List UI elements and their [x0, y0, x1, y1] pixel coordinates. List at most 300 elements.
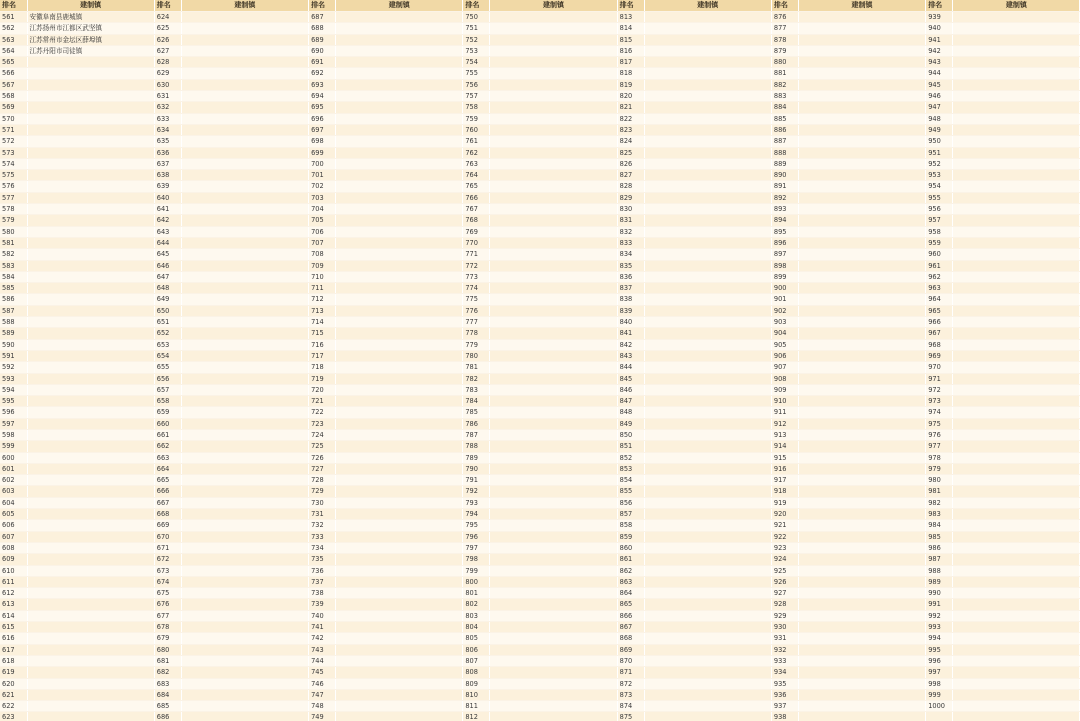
table-row — [0, 158, 1080, 169]
town-name-cell — [27, 689, 154, 700]
rank-cell: 580 — [0, 226, 27, 237]
rank-cell: 965 — [926, 305, 953, 316]
table-row — [0, 23, 1080, 34]
town-name-cell — [953, 712, 1080, 721]
rank-cell: 889 — [771, 158, 798, 169]
town-name-cell — [953, 373, 1080, 384]
town-name-cell — [27, 317, 154, 328]
header-row — [0, 0, 1080, 12]
rank-cell: 782 — [463, 373, 490, 384]
rank-cell: 724 — [309, 429, 336, 440]
table-row — [0, 124, 1080, 135]
rank-cell: 629 — [154, 68, 181, 79]
rank-cell: 681 — [154, 655, 181, 666]
town-name-cell — [953, 418, 1080, 429]
rank-cell: 645 — [154, 249, 181, 260]
town-name-cell — [27, 486, 154, 497]
rank-cell: 862 — [617, 565, 644, 576]
town-name-cell — [181, 655, 308, 666]
rank-cell: 573 — [0, 147, 27, 158]
town-name-cell — [644, 475, 771, 486]
town-name-cell — [181, 396, 308, 407]
rank-cell: 890 — [771, 170, 798, 181]
town-name-cell — [490, 678, 617, 689]
town-name-cell — [336, 644, 463, 655]
town-name-cell — [27, 136, 154, 147]
rank-cell: 623 — [0, 712, 27, 721]
rank-cell: 854 — [617, 475, 644, 486]
table-row — [0, 147, 1080, 158]
town-name-cell — [644, 181, 771, 192]
rank-cell: 752 — [463, 34, 490, 45]
town-name-cell — [798, 678, 925, 689]
rank-cell: 832 — [617, 226, 644, 237]
town-name-cell — [336, 610, 463, 621]
rank-cell: 568 — [0, 91, 27, 102]
town-name-cell — [490, 396, 617, 407]
rank-cell: 843 — [617, 350, 644, 361]
town-name-cell — [181, 599, 308, 610]
rank-cell: 714 — [309, 317, 336, 328]
town-name-cell — [490, 655, 617, 666]
rank-cell: 834 — [617, 249, 644, 260]
town-name-cell — [953, 226, 1080, 237]
rank-cell: 927 — [771, 588, 798, 599]
rank-cell: 750 — [463, 12, 490, 23]
town-name-cell — [336, 260, 463, 271]
town-name-cell — [181, 204, 308, 215]
rank-cell: 691 — [309, 57, 336, 68]
rank-cell: 900 — [771, 283, 798, 294]
rank-cell: 769 — [463, 226, 490, 237]
rank-cell: 566 — [0, 68, 27, 79]
town-name-cell — [181, 136, 308, 147]
rank-cell: 722 — [309, 407, 336, 418]
town-name-cell — [798, 294, 925, 305]
rank-cell: 936 — [771, 689, 798, 700]
town-name-cell — [490, 283, 617, 294]
rank-cell: 934 — [771, 667, 798, 678]
town-header: 建制镇 — [798, 0, 925, 12]
rank-cell: 632 — [154, 102, 181, 113]
town-name-cell — [181, 271, 308, 282]
town-name-cell — [798, 463, 925, 474]
rank-cell: 614 — [0, 610, 27, 621]
town-name-cell — [27, 260, 154, 271]
town-name-cell — [798, 554, 925, 565]
rank-cell: 962 — [926, 271, 953, 282]
town-name-cell — [181, 701, 308, 712]
rank-cell: 772 — [463, 260, 490, 271]
town-name-cell — [798, 260, 925, 271]
rank-cell: 589 — [0, 328, 27, 339]
rank-cell: 972 — [926, 384, 953, 395]
rank-cell: 735 — [309, 554, 336, 565]
town-name-cell — [490, 136, 617, 147]
town-name-cell — [490, 249, 617, 260]
rank-cell: 608 — [0, 542, 27, 553]
town-name-cell — [644, 350, 771, 361]
town-name-cell — [953, 23, 1080, 34]
rank-cell: 937 — [771, 701, 798, 712]
rank-cell: 740 — [309, 610, 336, 621]
table-row — [0, 339, 1080, 350]
town-name-cell — [27, 102, 154, 113]
town-name-cell — [490, 441, 617, 452]
rank-cell: 685 — [154, 701, 181, 712]
rank-cell: 611 — [0, 576, 27, 587]
town-name-cell — [27, 271, 154, 282]
rank-cell: 932 — [771, 644, 798, 655]
town-name-cell — [644, 689, 771, 700]
town-name-cell — [953, 644, 1080, 655]
town-name-cell — [490, 328, 617, 339]
town-name-cell — [27, 384, 154, 395]
rank-cell: 938 — [771, 712, 798, 721]
rank-cell: 617 — [0, 644, 27, 655]
town-name-cell — [953, 237, 1080, 248]
town-name-cell — [336, 237, 463, 248]
table-row — [0, 328, 1080, 339]
town-name-cell — [27, 113, 154, 124]
town-name-cell — [181, 339, 308, 350]
rank-cell: 801 — [463, 588, 490, 599]
rank-cell: 814 — [617, 23, 644, 34]
town-name-cell — [644, 283, 771, 294]
town-name-cell — [644, 68, 771, 79]
town-name-cell — [798, 712, 925, 721]
rank-cell: 860 — [617, 542, 644, 553]
rank-cell: 600 — [0, 452, 27, 463]
town-name-cell — [953, 260, 1080, 271]
town-name-cell — [798, 271, 925, 282]
rank-cell: 669 — [154, 520, 181, 531]
table-row — [0, 655, 1080, 666]
rank-cell: 660 — [154, 418, 181, 429]
rank-cell: 812 — [463, 712, 490, 721]
rank-cell: 958 — [926, 226, 953, 237]
rank-cell: 748 — [309, 701, 336, 712]
town-name-cell — [798, 689, 925, 700]
rank-cell: 818 — [617, 68, 644, 79]
rank-cell: 986 — [926, 542, 953, 553]
table-row — [0, 91, 1080, 102]
rank-cell: 1000 — [926, 701, 953, 712]
town-name-cell — [181, 429, 308, 440]
town-name-cell — [490, 554, 617, 565]
town-name-cell — [953, 102, 1080, 113]
town-name-cell — [490, 599, 617, 610]
table-row — [0, 170, 1080, 181]
town-name-cell — [798, 215, 925, 226]
rank-cell: 672 — [154, 554, 181, 565]
rank-cell: 710 — [309, 271, 336, 282]
town-name-cell — [336, 23, 463, 34]
rank-cell: 725 — [309, 441, 336, 452]
rank-cell: 631 — [154, 91, 181, 102]
rank-header: 排名 — [154, 0, 181, 12]
town-name-cell — [644, 384, 771, 395]
table-row — [0, 520, 1080, 531]
rank-cell: 622 — [0, 701, 27, 712]
rank-header: 排名 — [771, 0, 798, 12]
town-name-cell — [181, 215, 308, 226]
rank-cell: 670 — [154, 531, 181, 542]
table-row — [0, 102, 1080, 113]
town-name-cell — [798, 204, 925, 215]
town-name-cell — [27, 576, 154, 587]
rank-cell: 727 — [309, 463, 336, 474]
town-name-cell — [953, 147, 1080, 158]
rank-cell: 652 — [154, 328, 181, 339]
town-name-cell — [644, 226, 771, 237]
rank-cell: 993 — [926, 622, 953, 633]
rank-cell: 913 — [771, 429, 798, 440]
rank-cell: 684 — [154, 689, 181, 700]
table-row — [0, 396, 1080, 407]
rank-cell: 863 — [617, 576, 644, 587]
table-row — [0, 429, 1080, 440]
rank-cell: 761 — [463, 136, 490, 147]
town-name-cell — [27, 339, 154, 350]
rank-cell: 671 — [154, 542, 181, 553]
town-name-cell — [336, 373, 463, 384]
rank-cell: 642 — [154, 215, 181, 226]
rank-cell: 581 — [0, 237, 27, 248]
town-name-cell — [336, 509, 463, 520]
rank-cell: 983 — [926, 509, 953, 520]
town-name-cell — [181, 441, 308, 452]
rank-cell: 946 — [926, 91, 953, 102]
rank-cell: 880 — [771, 57, 798, 68]
town-name-cell — [798, 509, 925, 520]
town-name-cell — [27, 362, 154, 373]
rank-cell: 865 — [617, 599, 644, 610]
rank-cell: 695 — [309, 102, 336, 113]
rank-cell: 723 — [309, 418, 336, 429]
rank-cell: 641 — [154, 204, 181, 215]
town-name-cell — [953, 520, 1080, 531]
town-name-cell — [490, 79, 617, 90]
town-name-cell — [644, 486, 771, 497]
town-name-cell — [336, 215, 463, 226]
town-name-cell — [798, 237, 925, 248]
town-name-cell — [798, 701, 925, 712]
town-name-cell — [490, 181, 617, 192]
town-name-cell — [27, 520, 154, 531]
rank-cell: 788 — [463, 441, 490, 452]
town-name-cell — [336, 463, 463, 474]
table-row — [0, 317, 1080, 328]
town-name-cell — [953, 79, 1080, 90]
rank-cell: 605 — [0, 509, 27, 520]
rank-cell: 874 — [617, 701, 644, 712]
rank-cell: 908 — [771, 373, 798, 384]
town-name-cell — [798, 486, 925, 497]
town-name-cell — [490, 271, 617, 282]
town-name-cell — [490, 689, 617, 700]
town-name-cell — [644, 407, 771, 418]
town-name-cell — [644, 45, 771, 56]
rank-cell: 923 — [771, 542, 798, 553]
rank-cell: 824 — [617, 136, 644, 147]
rank-cell: 991 — [926, 599, 953, 610]
town-name-cell — [490, 260, 617, 271]
rank-cell: 953 — [926, 170, 953, 181]
town-name-cell — [336, 475, 463, 486]
rank-cell: 628 — [154, 57, 181, 68]
rank-cell: 690 — [309, 45, 336, 56]
rank-cell: 790 — [463, 463, 490, 474]
town-name-cell — [27, 712, 154, 721]
town-name-cell — [27, 204, 154, 215]
town-name-cell — [27, 226, 154, 237]
town-name-cell — [336, 68, 463, 79]
town-name-cell — [181, 362, 308, 373]
table-row — [0, 542, 1080, 553]
rank-cell: 820 — [617, 91, 644, 102]
town-name-cell — [336, 91, 463, 102]
rank-cell: 636 — [154, 147, 181, 158]
town-name-cell — [644, 102, 771, 113]
town-name-cell — [336, 701, 463, 712]
town-name-cell — [798, 565, 925, 576]
rank-cell: 918 — [771, 486, 798, 497]
town-name-cell — [181, 497, 308, 508]
town-name-cell — [798, 452, 925, 463]
town-name-cell — [953, 204, 1080, 215]
town-name-cell — [798, 667, 925, 678]
rank-cell: 592 — [0, 362, 27, 373]
town-name-cell — [644, 554, 771, 565]
town-name-cell — [181, 373, 308, 384]
table-row — [0, 486, 1080, 497]
rank-cell: 940 — [926, 23, 953, 34]
rank-cell: 984 — [926, 520, 953, 531]
town-name-cell — [953, 565, 1080, 576]
rank-cell: 840 — [617, 317, 644, 328]
town-name-cell — [644, 204, 771, 215]
rank-cell: 964 — [926, 294, 953, 305]
town-name-cell: 江苏丹阳市司徒镇 — [27, 45, 154, 56]
town-name-cell — [953, 486, 1080, 497]
town-name-cell — [336, 294, 463, 305]
rank-cell: 891 — [771, 181, 798, 192]
town-name-cell — [798, 68, 925, 79]
rank-cell: 979 — [926, 463, 953, 474]
town-name-cell — [953, 531, 1080, 542]
town-name-cell — [644, 509, 771, 520]
town-name-cell — [644, 588, 771, 599]
town-name-cell — [336, 452, 463, 463]
rank-cell: 706 — [309, 226, 336, 237]
town-name-cell — [644, 520, 771, 531]
rank-cell: 902 — [771, 305, 798, 316]
rank-cell: 591 — [0, 350, 27, 361]
rank-cell: 886 — [771, 124, 798, 135]
town-name-cell — [27, 610, 154, 621]
town-name-cell — [644, 701, 771, 712]
rank-cell: 712 — [309, 294, 336, 305]
rank-cell: 831 — [617, 215, 644, 226]
table-row — [0, 712, 1080, 721]
town-name-cell — [336, 531, 463, 542]
rank-cell: 822 — [617, 113, 644, 124]
town-name-cell — [336, 588, 463, 599]
rank-cell: 742 — [309, 633, 336, 644]
town-name-cell — [27, 350, 154, 361]
rank-cell: 673 — [154, 565, 181, 576]
town-name-cell — [490, 57, 617, 68]
town-name-cell — [27, 328, 154, 339]
rank-cell: 793 — [463, 497, 490, 508]
rank-cell: 596 — [0, 407, 27, 418]
table-row — [0, 57, 1080, 68]
rank-cell: 726 — [309, 452, 336, 463]
rank-cell: 771 — [463, 249, 490, 260]
rank-cell: 949 — [926, 124, 953, 135]
rank-cell: 922 — [771, 531, 798, 542]
table-row — [0, 226, 1080, 237]
rank-cell: 744 — [309, 655, 336, 666]
rank-cell: 604 — [0, 497, 27, 508]
town-name-cell — [181, 531, 308, 542]
town-name-cell — [798, 317, 925, 328]
rank-cell: 763 — [463, 158, 490, 169]
rank-cell: 829 — [617, 192, 644, 203]
rank-cell: 836 — [617, 271, 644, 282]
rank-cell: 751 — [463, 23, 490, 34]
rank-cell: 956 — [926, 204, 953, 215]
town-name-cell — [798, 339, 925, 350]
rank-cell: 775 — [463, 294, 490, 305]
rank-cell: 593 — [0, 373, 27, 384]
town-name-cell — [798, 328, 925, 339]
town-name-cell — [953, 509, 1080, 520]
rank-cell: 911 — [771, 407, 798, 418]
town-name-cell — [336, 599, 463, 610]
town-name-cell — [953, 655, 1080, 666]
table-row — [0, 667, 1080, 678]
town-name-cell — [953, 181, 1080, 192]
table-row — [0, 633, 1080, 644]
town-name-cell — [490, 12, 617, 23]
table-row — [0, 531, 1080, 542]
rank-cell: 646 — [154, 260, 181, 271]
town-name-cell — [953, 192, 1080, 203]
town-name-cell — [798, 384, 925, 395]
town-name-cell — [181, 509, 308, 520]
town-name-cell — [798, 170, 925, 181]
town-name-cell — [336, 271, 463, 282]
town-name-cell — [181, 475, 308, 486]
rank-cell: 957 — [926, 215, 953, 226]
town-name-cell — [27, 441, 154, 452]
rank-cell: 731 — [309, 509, 336, 520]
town-name-cell — [336, 712, 463, 721]
town-name-cell — [27, 181, 154, 192]
town-name-cell — [336, 79, 463, 90]
rank-cell: 915 — [771, 452, 798, 463]
rank-cell: 996 — [926, 655, 953, 666]
rank-cell: 606 — [0, 520, 27, 531]
rank-cell: 845 — [617, 373, 644, 384]
town-name-cell — [644, 113, 771, 124]
rank-cell: 912 — [771, 418, 798, 429]
rank-cell: 895 — [771, 226, 798, 237]
rank-cell: 826 — [617, 158, 644, 169]
town-name-cell — [644, 633, 771, 644]
